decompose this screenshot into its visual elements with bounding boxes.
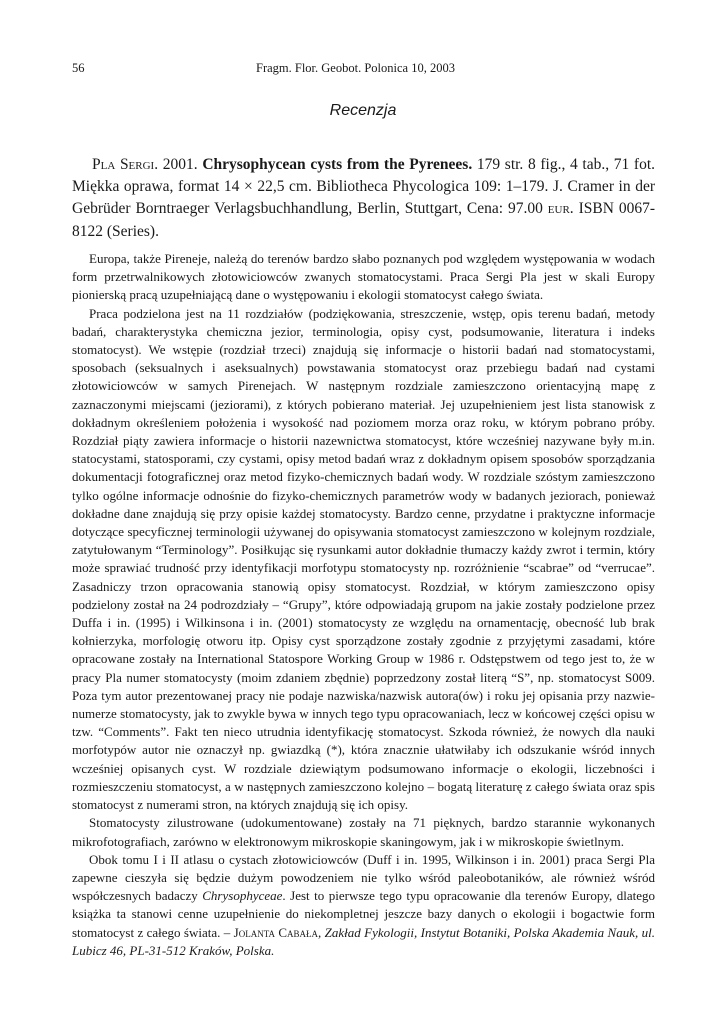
citation-isbn: . ISBN 0067-8122 (Series).: [72, 200, 655, 240]
paragraph-3: Stomatocysty zilustrowane (udokumentowane) zostały na 71 pięknych, bardzo starannie wykonanych mikrofotografiach, zarówno w elektronowym mikroskopie skaningowym, jak i w mikroskopie świetlnym.: [72, 815, 655, 849]
taxon-name: Chrysophyceae: [202, 888, 283, 904]
citation-currency: eur: [547, 200, 570, 218]
review-body: [72, 250, 655, 960]
section-title: Recenzja: [329, 102, 397, 119]
reviewer-affiliation: , Zakład Fykologii, Instytut Botaniki, Polska Akademia Nauk, ul. Lubicz 46, PL-31-512 Kraków, Polska.: [72, 924, 655, 958]
citation-book-title: Chrysophycean cysts from the Pyrenees.: [202, 156, 473, 173]
page-number: 56: [72, 61, 85, 75]
paragraph-4-text: Obok tomu I i II atlasu o cystach złotowiciowców (Duff i in. 1995, Wilkinson i in. 2001) praca Sergi Pla zapewne cieszyła się będzie dużym powodzeniem nie tylko wśród paleobotaników, ale również wśród współczesnych badaczy: [72, 851, 655, 904]
citation-details: 179 str. 8 fig., 4 tab., 71 fot. Miękka oprawa, format 14 × 22,5 cm. Bibliotheca Phycologica 109: 1–179. J. Cramer in der Gebrüder Borntraeger Verlagsbuchhandlung, Berlin, Stuttgart, Cena: 97.00: [72, 156, 655, 218]
book-citation: [72, 154, 655, 243]
paragraph-2: Praca podzielona jest na 11 rozdziałów (podziękowania, streszczenie, wstęp, opis terenu badań, metody badań, charakterystyka chemiczna jezior, terminologia, opisy cyst, podsumowanie, literatura i indeks stomatocyst). We wstępie (rozdział trzeci) znajdują się informacje o historii badań nad stomatocystami, sposobach (seksualnych i aseksualnych) powstawania stomatocyst oraz przebiegu badań nad cystami złotowiciowców w samych Pirenejach. W następnym rozdziale zamieszczono orientacyjną mapę z zaznaczonymi miejscami (jeziorami), z których pobierano materiał. Jej uzupełnieniem jest lista stanowisk z dokładnym określeniem położenia i wysokość nad poziomem morza oraz roku, w którym pobrano próby. Rozdział piąty zawiera informacje o historii nazewnictwa stomatocyst, które wcześniej nazywane były m.in. statocystami, statosporami, czy cystami, opisy metod badań wraz z dokładnym opisem sposobów sporządzania dokumentacji fotograficznej oraz metod fizyko-chemicznych badań wody. W rozdziale szóstym zamieszczono tylko ogólne informacje odnośnie do fizyko-chemicznych parametrów wody w badanych jeziorach, ponieważ dokładne dane znajdują się przy opisie każdej stomatocysty. Bardzo cenne, przydatne i praktyczne informacje dotyczące specyficznej terminologii używanej do opisywania stomatocyst zamieszczono w kolejnym rozdziale, zatytułowanym “Terminology”. Posiłkując się rysunkami autor dokładnie tłumaczy każdy zwrot i termin, który może sprawiać trudność przy identyfikacji morfotypu stomatocysty np. rozróżnienie “scabrae” od “verrucae”. Zasadniczy trzon opracowania stanowią opisy stomatocyst. Rozdział, w którym zamieszczono opisy podzielony został na 24 podrozdziały – “Grupy”, które odpowiadają grupom na jakie zostały podzielone przez Duffa i in. (1995) i Wilkinsona i in. (2001) stomatocysty ze względu na ornamentację, obecność lub brak kołnierzyka, morfologię otworu itp. Opisy cyst sporządzone zostały zgodnie z przyjętymi zasadami, które opracowane zostały na International Statospore Working Group w 1986 r. Odstępstwem od tego jest to, że w pracy Pla numer stomatocysty (moim zdaniem zbędnie) poprzedzony został literą “S”, np. stomatocyst S009. Poza tym autor prezentowanej pracy nie podaje nazwiska/nazwisk autora(ów) i roku jej opisania przy nazwie-numerze stomatocysty, jak to zwykle bywa w innych tego typu opracowaniach, lecz w końcowej części opisu w tzw. “Comments”. Fakt ten nieco utrudnia identyfikację stomatocyst. Szkoda również, że nowych dla nauki morfotypów autor nie oznaczył np. gwiazdką (*), która znacznie ułatwiłaby ich odszukanie wśród innych wcześniej opisanych cyst. W rozdziale dziewiątym podsumowano informacje o ekologii, liczebności i rozmieszczeniu stomatocyst, a w następnych zamieszczono kolejno – bogatą literaturę z całego świata oraz spis stomatocyst z numerami stron, na których znajdują się ich opisy.: [72, 305, 655, 813]
journal-citation: Fragm. Flor. Geobot. Polonica 10, 2003: [256, 61, 455, 75]
citation-year: . 2001.: [154, 156, 203, 173]
running-header: [72, 61, 654, 77]
paragraph-1: Europa, także Pireneje, należą do terenów bardzo słabo poznanych pod względem występowania w wodach form przetrwalnikowych złotowiciowców zwanych stomatocystami. Praca Sergi Pla jest w skali Europy pionierską pracą uzupełniającą dane o występowaniu i ekologii stomatocyst całego świata.: [72, 251, 655, 303]
reviewer-name: Jolanta Cabała: [233, 924, 319, 940]
paragraph-4: [72, 851, 655, 960]
paragraph-4-text-continued: . Jest to pierwsze tego typu opracowanie dla terenów Europy, dlatego książka ta stanowi cenne uzupełnienie do niekompletnej jeszcze bazy danych o ekologii i bogactwie form stomatocyst z całego świata. –: [72, 888, 655, 940]
citation-author: Pla Sergi: [92, 156, 155, 173]
